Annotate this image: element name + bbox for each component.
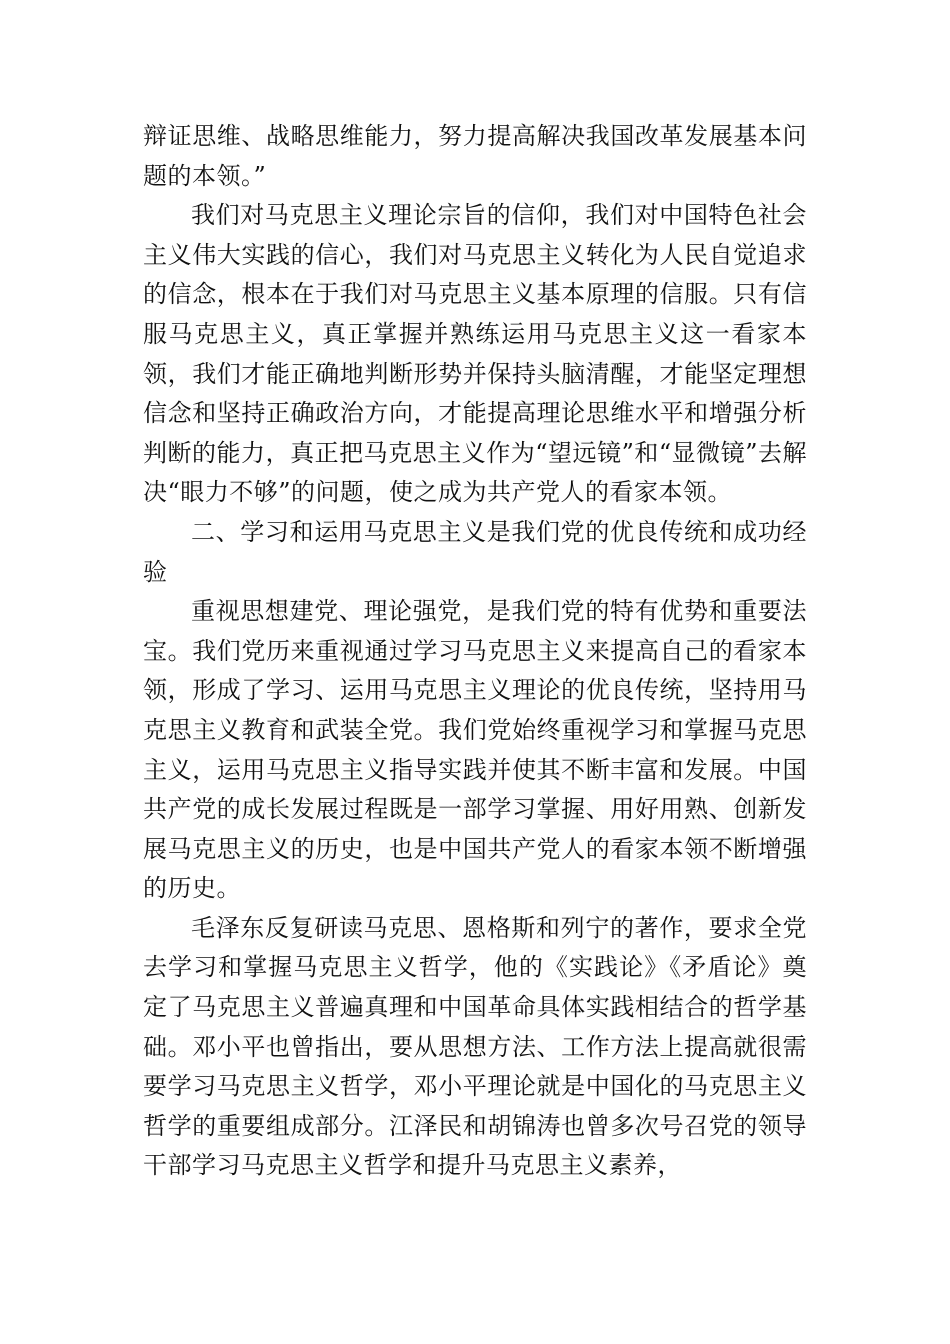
paragraph-belief: 我们对马克思主义理论宗旨的信仰，我们对中国特色社会主义伟大实践的信心，我们对马克思主义转化为人民自觉追求的信念，根本在于我们对马克思主义基本原理的信服。只有信服马克思主义，真正掌握并熟练运用马克思主义这一看家本领，我们才能正确地判断形势并保持头脑清醒，才能坚定理想信念和坚持正确政治方向，才能提高理论思维水平和增强分析判断的能力，真正把马克思主义作为“望远镜”和“显微镜”去解决“眼力不够”的问题，使之成为共产党人的看家本领。	[143, 201, 807, 507]
paragraph-leaders-study: 毛泽东反复研读马克思、恩格斯和列宁的著作，要求全党去学习和掌握马克思主义哲学，他的《实践论》《矛盾论》奠定了马克思主义普遍真理和中国革命具体实践相结合的哲学基础。邓小平也曾指出，要从思想方法、工作方法上提高就很需要学习马克思主义哲学，邓小平理论就是中国化的马克思主义哲学的重要组成部分。江泽民和胡锦涛也曾多次号召党的领导干部学习马克思主义哲学和提升马克思主义素养，	[143, 913, 807, 1180]
paragraph-party-tradition: 重视思想建党、理论强党，是我们党的特有优势和重要法宝。我们党历来重视通过学习马克思主义来提高自己的看家本领，形成了学习、运用马克思主义理论的优良传统，坚持用马克思主义教育和武装全党。我们党始终重视学习和掌握马克思主义，运用马克思主义指导实践并使其不断丰富和发展。中国共产党的成长发展过程既是一部学习掌握、用好用熟、创新发展马克思主义的历史，也是中国共产党人的看家本领不断增强的历史。	[143, 597, 807, 903]
paragraph-continuation: 辩证思维、战略思维能力，努力提高解决我国改革发展基本问题的本领。”	[143, 122, 807, 190]
document-body	[143, 117, 807, 1186]
section-heading: 二、学习和运用马克思主义是我们党的优良传统和成功经验	[143, 517, 807, 586]
